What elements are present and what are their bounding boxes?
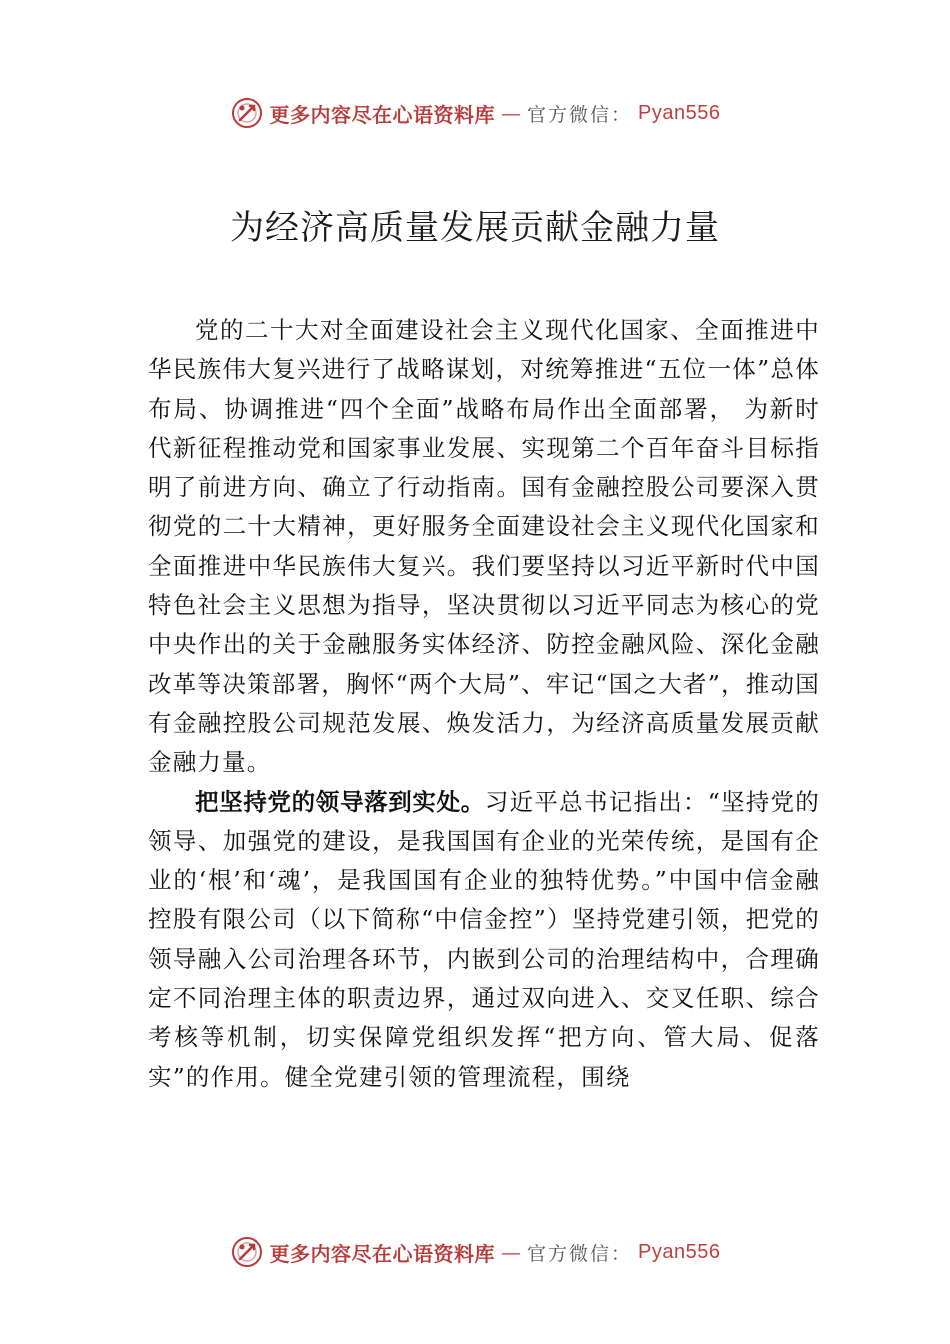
watermark-wechat-id: Pyan556 — [638, 101, 721, 124]
seal-logo-icon — [230, 1235, 264, 1269]
header-watermark — [0, 93, 950, 133]
watermark-brand-text: 更多内容尽在心语资料库 — [269, 1241, 495, 1266]
footer-watermark — [0, 1232, 950, 1272]
watermark-label: 官方微信： — [527, 103, 633, 126]
watermark-label: 官方微信： — [527, 1242, 633, 1265]
paragraph-text: 党的二十大对全面建设社会主义现代化国家、全面推进中华民族伟大复兴进行了战略谋划，对统筹推进“五位一体”总体布局、协调推进“四个全面”战略布局作出全面部署， 为新时代新征程推动党和国家事业发展、实现第二个百年奋斗目标指明了前进方向、确立了行动指南。国有金融控股公司要深入贯彻党的二十大精神，更好服务全面建设社会主义现代化国家和全面推进中华民族伟大复兴。我们要坚持以习近平新时代中国特色社会主义思想为指导，坚决贯彻以习近平同志为核心的党中央作出的关于金融服务实体经济、防控金融风险、深化金融改革等决策部署，胸怀“两个大局”、牢记“国之大者”，推动国有金融控股公司规范发展、焕发活力，为经济高质量发展贡献金融力量。 — [148, 316, 820, 777]
watermark-dash: — — [501, 101, 521, 125]
watermark-dash: — — [501, 1240, 521, 1264]
paragraph-lead-heading: 把坚持党的领导落到实处。 — [195, 787, 485, 816]
seal-logo-icon — [230, 96, 264, 130]
document-body — [148, 311, 820, 1097]
watermark-wechat-id: Pyan556 — [638, 1240, 721, 1263]
watermark-brand-text: 更多内容尽在心语资料库 — [269, 102, 495, 127]
paragraph — [148, 311, 820, 783]
paragraph — [148, 783, 820, 1097]
document-title: 为经济高质量发展贡献金融力量 — [230, 208, 720, 248]
paragraph-text: 习近平总书记指出：“坚持党的领导、加强党的建设，是我国国有企业的光荣传统，是国有企业的‘根’和‘魂’，是我国国有企业的独特优势。”中国中信金融控股有限公司（以下简称“中信金控”）坚持党建引领，把党的领导融入公司治理各环节，内嵌到公司的治理结构中，合理确定不同治理主体的职责边界，通过双向进入、交叉任职、综合考核等机制，切实保障党组织发挥“把方向、管大局、促落实”的作用。健全党建引领的管理流程，围绕 — [148, 787, 820, 1091]
